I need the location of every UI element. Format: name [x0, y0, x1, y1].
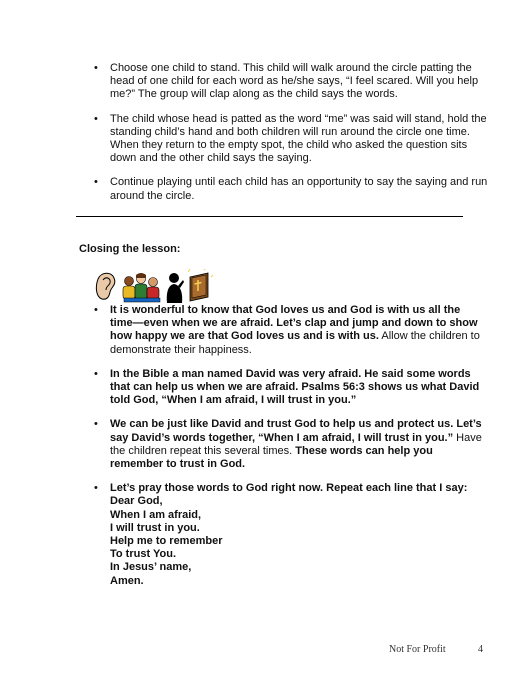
bullet-bold-text: It is wonderful to know that God loves us and God is with us all the time—even when we are afraid. Let’s clap and jump and down to show how happy we are that God loves us and is with us.	[110, 304, 478, 343]
bullet-bold-text: These words can help you remember to trust in God.	[110, 444, 433, 471]
prayer-line: When I am afraid,	[110, 508, 202, 521]
activity-instructions-list	[94, 62, 490, 214]
prayer-intro: Let’s pray those words to God right now. Repeat each line that I say:	[110, 482, 468, 495]
prayer-line: Dear God,	[110, 495, 163, 508]
bullet-normal-text: Have the children repeat this several times.	[110, 431, 482, 457]
bullet-mark: •	[94, 62, 98, 74]
bullet-normal-text: Allow the children to demonstrate their happiness.	[110, 330, 480, 356]
footer-note: Not For Profit	[389, 644, 446, 655]
praying-person-icon	[167, 273, 184, 303]
section-heading: Closing the lesson:	[79, 243, 181, 255]
list-item	[94, 112, 490, 166]
list-item	[94, 304, 482, 357]
bullet-mark: •	[94, 482, 98, 495]
instruction-text: The child whose head is patted as the word “me” was said will stand, hold the standing child’s hand and both children will run around the circle one time. When they return to the empty spot, the child who asked the question sits down and the other child says the saying.	[110, 112, 487, 165]
clipart-strip	[94, 269, 214, 305]
bullet-bold-text: In the Bible a man named David was very afraid. He said some words that can help us when we are afraid. Psalms 56:3 shows us what David told God, “When I am afraid, I will trust in you.”	[110, 367, 480, 407]
bullet-mark: •	[94, 112, 98, 125]
instruction-text: Choose one child to stand. This child will walk around the circle patting the head of one child for each word as he/she says, “I feel scared. Will you help me?” The group will clap along as the child says the words.	[110, 62, 479, 101]
bullet-mark: •	[94, 304, 98, 316]
children-group-icon	[123, 273, 160, 302]
bullet-mark: •	[94, 367, 98, 380]
prayer-line: Help me to remember	[110, 535, 223, 548]
list-item	[94, 367, 482, 408]
list-item	[94, 482, 482, 588]
list-item	[94, 62, 490, 102]
prayer-line: Amen.	[110, 574, 144, 587]
prayer-line: To trust You.	[110, 548, 176, 561]
bullet-bold-text: We can be just like David and trust God to help us and protect us. Let’s say David’s words together, “When I am afraid, I will trust in you.”	[110, 418, 482, 444]
ear-icon	[96, 273, 114, 299]
bible-icon	[188, 269, 213, 301]
bullet-mark: •	[94, 176, 98, 189]
bullet-mark: •	[94, 418, 98, 431]
prayer-line: I will trust in you.	[110, 521, 200, 534]
closing-bullets-list	[94, 304, 482, 599]
prayer-line: In Jesus’ name,	[110, 561, 192, 574]
instruction-text: Continue playing until each child has an opportunity to say the saying and run around the circle.	[110, 176, 488, 202]
list-item	[94, 176, 490, 202]
page-number: 4	[478, 644, 483, 655]
list-item	[94, 418, 482, 471]
section-divider	[76, 216, 463, 217]
